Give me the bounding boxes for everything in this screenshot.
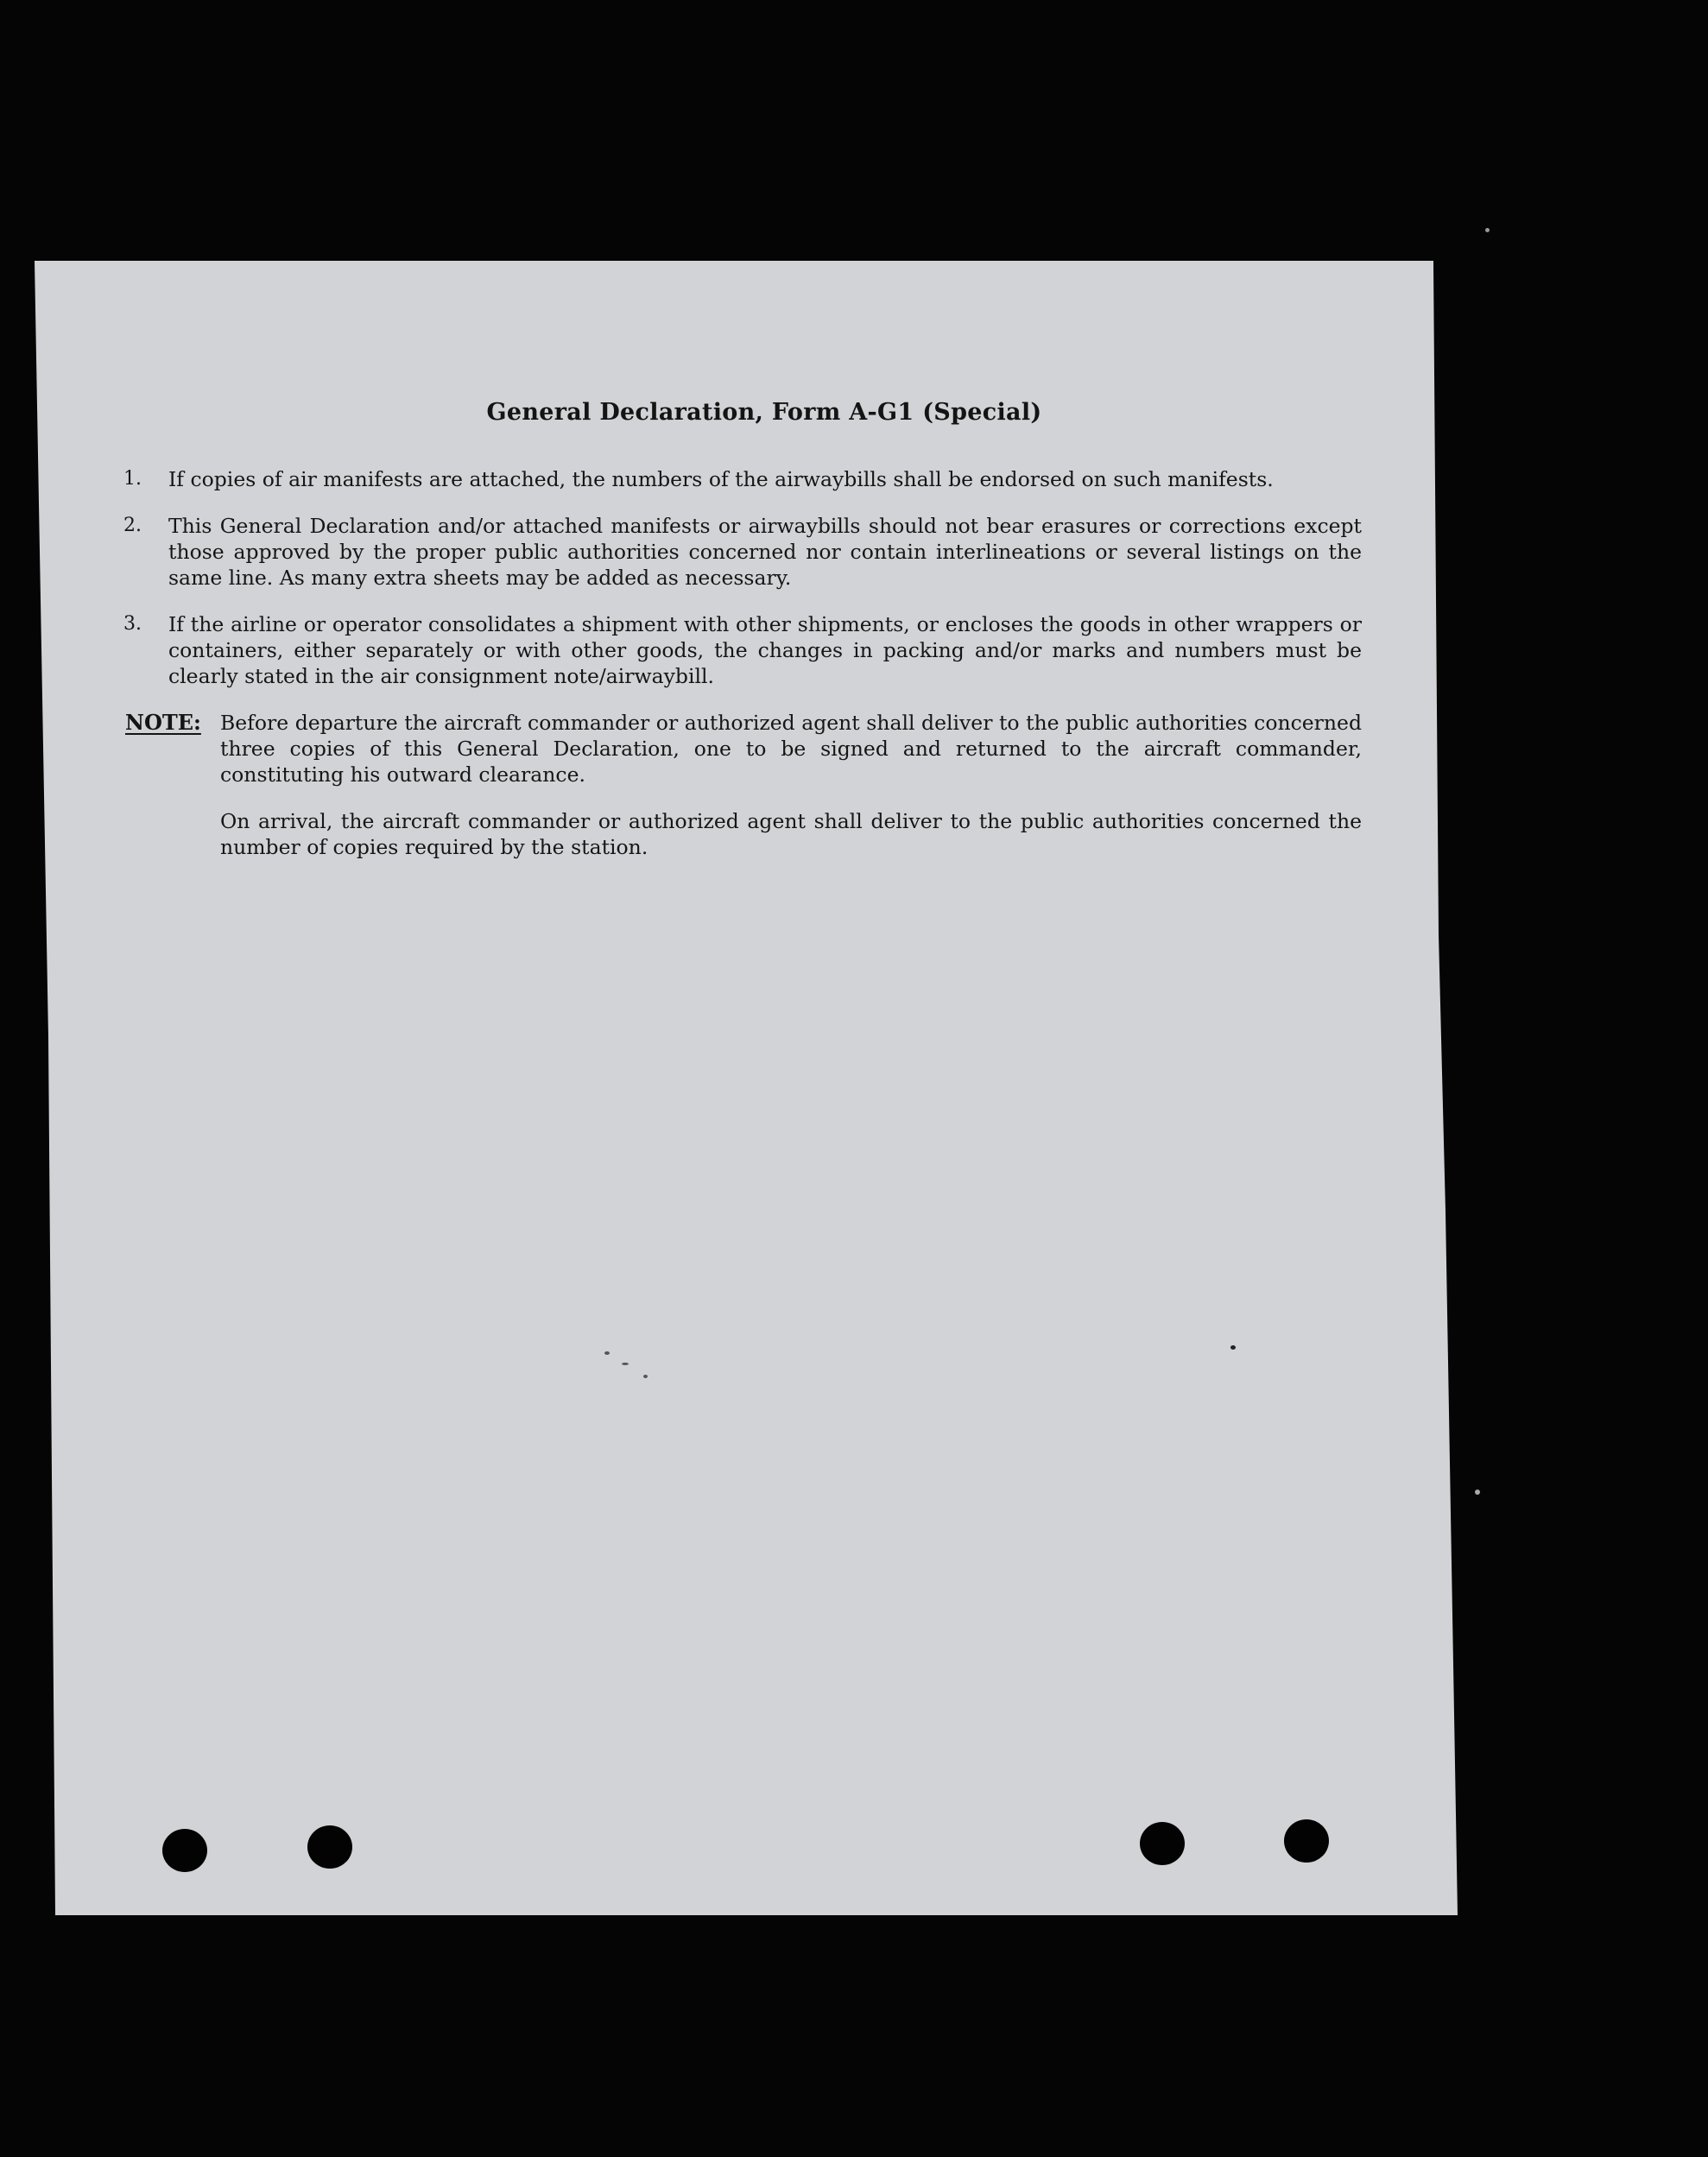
paper-speck xyxy=(622,1363,629,1365)
punch-hole-4 xyxy=(1284,1819,1329,1863)
note-label: NOTE: xyxy=(125,710,201,735)
background-speck xyxy=(1475,1490,1480,1495)
paper-sheet xyxy=(35,261,1458,1915)
background-speck xyxy=(1485,228,1490,232)
item-number-1: 1. xyxy=(123,468,142,490)
item-text-1: If copies of air manifests are attached, the numbers of the airwaybills shall be endorsed on such manifests. xyxy=(168,467,1274,491)
paper-speck xyxy=(604,1351,610,1355)
punch-hole-1 xyxy=(162,1829,207,1872)
punch-hole-2 xyxy=(307,1825,352,1869)
item-number-3: 3. xyxy=(123,613,142,635)
paper-speck xyxy=(643,1375,648,1378)
item-number-2: 2. xyxy=(123,515,142,536)
note-paragraph-1: Before departure the aircraft commander or authorized agent shall deliver to the public authorities concerned three copies of this General Declaration, one to be signed and returned to the aircraft commander, constituting his outward clearance. xyxy=(220,711,1362,787)
note-paragraph-2: On arrival, the aircraft commander or authorized agent shall deliver to the public authorities concerned the number of copies required by the station. xyxy=(220,809,1362,859)
document-title: General Declaration, Form A-G1 (Special) xyxy=(486,399,1042,426)
item-text-3: If the airline or operator consolidates a shipment with other shipments, or encloses the goods in other wrappers or containers, either separately or with other goods, the changes in packing and/or marks and numbers must be clearly stated in the air consignment note/airwaybill. xyxy=(168,612,1362,688)
paper-speck xyxy=(1230,1345,1236,1350)
item-text-2: This General Declaration and/or attached manifests or airwaybills should not bear erasures or corrections except those approved by the proper public authorities concerned nor contain interlineations or several listings on the same line. As many extra sheets may be added as necessary. xyxy=(168,514,1362,590)
punch-hole-3 xyxy=(1140,1822,1185,1865)
